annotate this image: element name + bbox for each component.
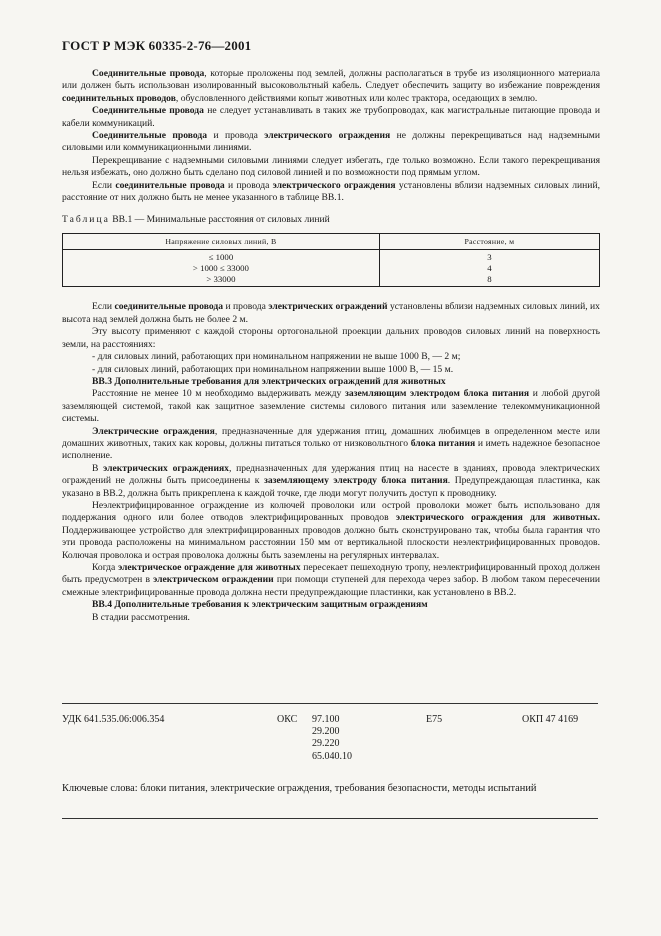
document-header: ГОСТ Р МЭК 60335-2-76—2001 xyxy=(62,38,252,53)
paragraph: Когда электрическое ограждение для животных пересекает пешеходную тропу, неэлектрифицированный проход должен быть предусмотрен в электрическом ограждении при помощи ступеней для перехода через забор. В любом таком пересечении смежные электрифицированные провода должна нести предупреждающие пластинки, как установлено в ВВ.2. xyxy=(62,562,601,598)
oks-label: ОКС xyxy=(277,714,298,725)
paragraph: Если соединительные провода и провода электрических ограждений установлены вблизи надземных силовых линий, их высота над землей должна быть не более 2 м. xyxy=(62,301,600,325)
oks-codes: 97.100 29.200 29.220 65.040.10 xyxy=(312,714,352,762)
paragraph: Если соединительные провода и провода электрического ограждения установлены вблизи надземных силовых линий, расстояние от них должно быть не менее указанного в таблице ВВ.1. xyxy=(62,179,600,204)
paragraph: В электрических ограждениях, предназначенных для удержания птиц на насесте в зданиях, провода электрических ограждений не должны быть присоединены к заземляющему электроду блока питания. Предупреждающая пластинка, как указано в ВВ.2, должна быть прикреплена к каждой точке, где люди могут получить доступ к проводнику. xyxy=(62,462,600,499)
okp-code: ОКП 47 4169 xyxy=(522,714,579,725)
keywords: Ключевые слова: блоки питания, электрические ограждения, требования безопасности, методы испытаний xyxy=(62,783,537,794)
paragraph: Соединительные провода, которые проложены под землей, должны располагаться в трубе из изоляционного материала или должен быть использован изолированный высоковольтный кабель. Следует обеспечить защиту во избежание повреждения соединительных проводов, обусловленного действиями копыт животных или колес трактора, оседающих в землю. xyxy=(62,68,600,104)
table-header-voltage: Напряжение силовых линий, В xyxy=(63,234,380,250)
paragraph: В стадии рассмотрения. xyxy=(92,611,190,623)
udk-code: УДК 641.535.06:006.354 xyxy=(62,714,165,725)
voltage-cell: ≤ 1000 > 1000 ≤ 33000 > 33000 xyxy=(63,250,380,287)
paragraph: Соединительные провода и провода электрического ограждения не должны перекрещиваться над надземными силовыми или коммуникационными линиями. xyxy=(62,130,600,154)
paragraph: Неэлектрифицированное ограждение из колючей проволоки или острой проволоки может быть использовано для поддержания одного или более отводов электрифицированных проводов электрического ограждения для животных. Поддерживающее устройство для электрифицированных проводов должно быть сконструировано так, чтобы была гарантия что эти провода расположены на минимальном расстоянии 150 мм от вертикальной плоскости неэлектрифицированных проводов. Колючая проволока и острая проволока должны быть заземлены на регулярных интервалах. xyxy=(62,499,600,561)
paragraph: Перекрещивание с надземными силовыми линиями следует избегать, где только возможно. Если такого перекрещивания нельзя избежать, оно должно быть сделано под силовой линией и по возможности под прямым углом. xyxy=(62,154,600,179)
paragraph: Соединительные провода не следует устанавливать в таких же трубопроводах, как магистральные питающие провода и кабели коммуникаций. xyxy=(62,105,600,129)
list-item: - для силовых линий, работающих при номинальном напряжении не выше 1000 В, — 2 м; xyxy=(92,351,461,363)
section-heading-bb4: ВВ.4 Дополнительные требования к электрическим защитным ограждениям xyxy=(92,599,428,611)
list-item: - для силовых линий, работающих при номинальном напряжении выше 1000 В, — 15 м. xyxy=(92,363,454,375)
table-header-distance: Расстояние, м xyxy=(379,234,599,250)
e-code: Е75 xyxy=(426,714,443,725)
distance-table xyxy=(62,233,600,287)
document-page xyxy=(62,38,600,624)
table-caption: Таблица ВВ.1 — Минимальные расстояния от силовых линий xyxy=(62,214,330,226)
section-heading-bb3: ВВ.3 Дополнительные требования для электрических ограждений для животных xyxy=(92,375,446,387)
paragraph: Электрические ограждения, предназначенные для удержания птиц, домашних любимцев в определенном месте или домашних животных, таких как коровы, должны питаться только от низковольтного блока питания и иметь надежное безопасное исполнение. xyxy=(62,425,600,462)
distance-cell: 3 4 8 xyxy=(379,250,599,287)
footer-rule-bottom xyxy=(62,818,598,819)
table-row xyxy=(63,250,600,287)
paragraph: Эту высоту применяют с каждой стороны ортогональной проекции дальних проводов силовых линий на поверхность земли, на расстояниях: xyxy=(62,326,600,350)
footer-rule-top xyxy=(62,703,598,704)
paragraph: Расстояние не менее 10 м необходимо выдерживать между заземляющим электродом блока питания и любой другой заземляющей системой, такой как защитное заземление системы силового питания или заземление телекоммуникационной системы. xyxy=(62,388,600,425)
